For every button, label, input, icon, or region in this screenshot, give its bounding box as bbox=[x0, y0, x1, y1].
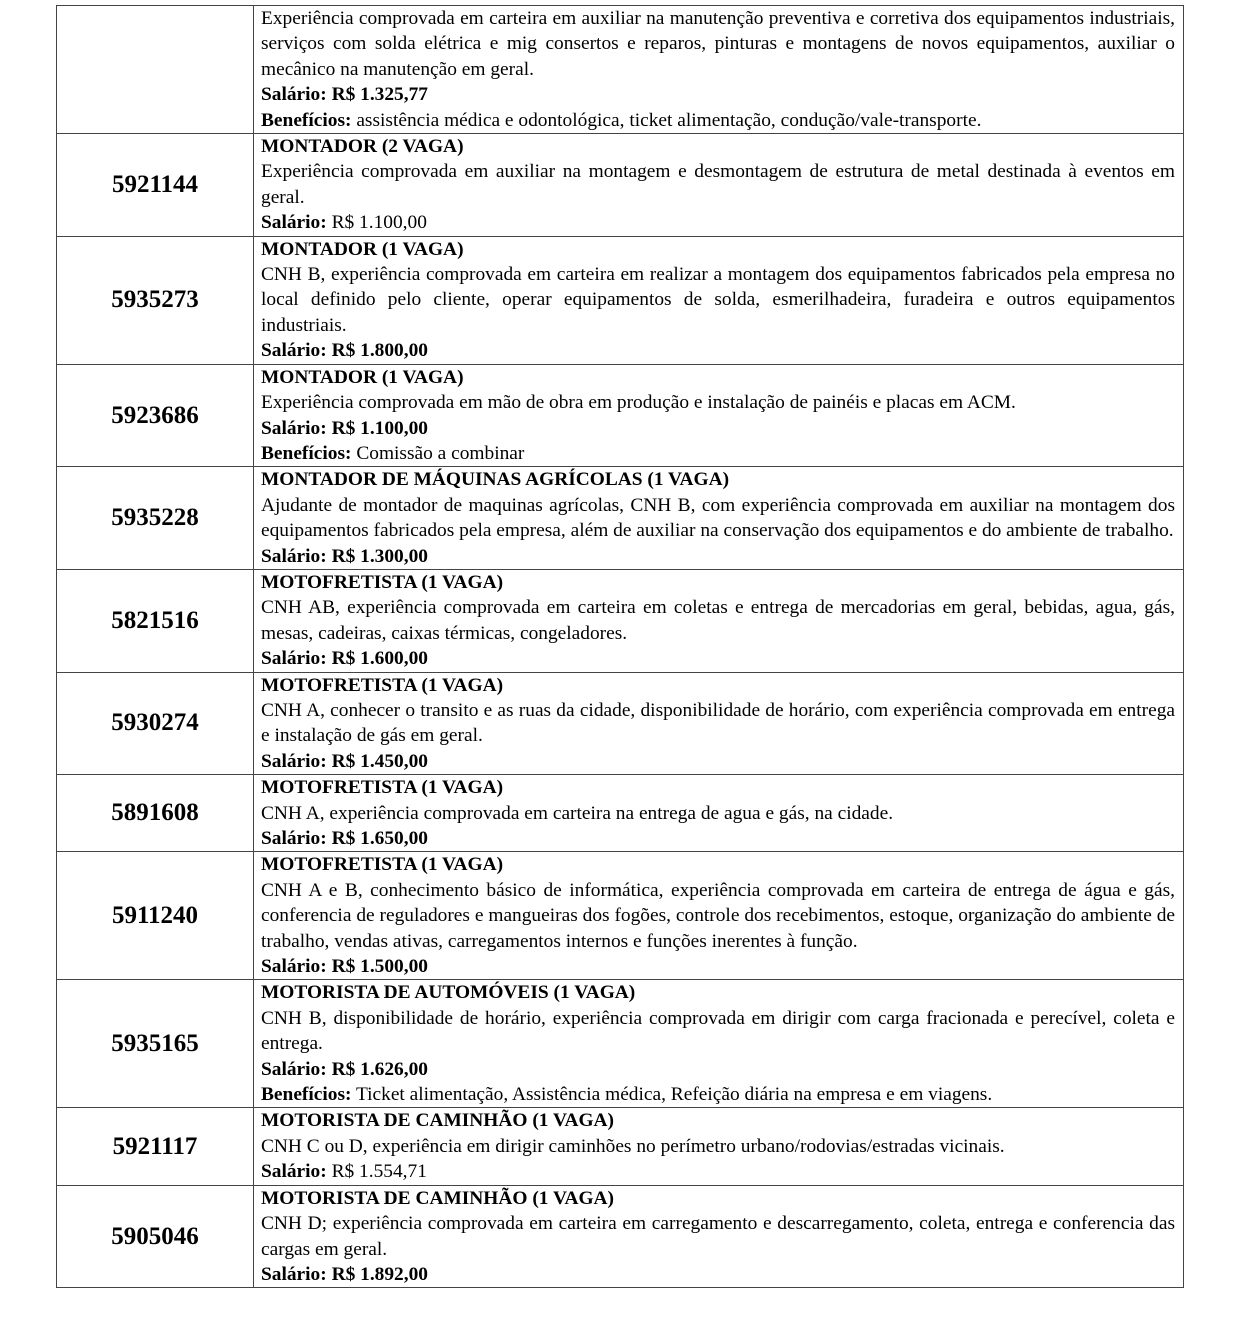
job-details bbox=[254, 6, 1184, 134]
job-title: MONTADOR (2 VAGA) bbox=[261, 136, 464, 158]
job-description: CNH A, experiência comprovada em carteira na entrega de agua e gás, na cidade. bbox=[261, 802, 894, 824]
salary-line bbox=[261, 416, 1175, 441]
salary-value: R$ 1.100,00 bbox=[331, 417, 428, 439]
job-details bbox=[254, 852, 1184, 980]
job-description: Experiência comprovada em carteira em auxiliar na manutenção preventiva e corretiva dos equipamentos industriais, serviços com solda elétrica e mig consertos e reparos, pinturas e montagens de novos equipamentos, auxiliar o mecânico na manutenção em geral. bbox=[261, 8, 1175, 80]
job-row bbox=[57, 569, 1184, 672]
benefits-line bbox=[261, 441, 1175, 466]
salary-value: R$ 1.800,00 bbox=[331, 340, 428, 362]
job-description: CNH C ou D, experiência em dirigir caminhões no perímetro urbano/rodovias/estradas vicinais. bbox=[261, 1135, 1005, 1157]
job-title: MOTORISTA DE AUTOMÓVEIS (1 VAGA) bbox=[261, 982, 636, 1004]
job-title: MOTOFRETISTA (1 VAGA) bbox=[261, 674, 504, 696]
job-description: CNH B, disponibilidade de horário, experiência comprovada em dirigir com carga fracionada e perecível, coleta e entrega. bbox=[261, 1007, 1175, 1055]
job-row bbox=[57, 6, 1184, 134]
job-code: 5905046 bbox=[57, 1185, 254, 1288]
job-description: CNH A e B, conhecimento básico de informática, experiência comprovada em carteira de entrega de água e gás, conferencia de reguladores e mangueiras dos fogões, controle dos recebimentos, estoque, organização do ambiente de trabalho, vendas ativas, carregamentos internos e funções inerentes à função. bbox=[261, 879, 1175, 952]
job-code: 5935228 bbox=[57, 467, 254, 570]
job-description: CNH AB, experiência comprovada em carteira em coletas e entrega de mercadorias em geral, bebidas, agua, gás, mesas, cadeiras, caixas térmicas, congeladores. bbox=[261, 597, 1175, 644]
job-description: CNH D; experiência comprovada em carteira em carregamento e descarregamento, coleta, entrega e conferencia das cargas em geral. bbox=[261, 1213, 1175, 1260]
job-code: 5911240 bbox=[57, 852, 254, 980]
benefits-label: Benefícios: bbox=[261, 109, 352, 131]
salary-label: Salário: bbox=[261, 750, 327, 772]
salary-line bbox=[261, 82, 1175, 107]
job-title: MOTOFRETISTA (1 VAGA) bbox=[261, 571, 504, 593]
job-title: MONTADOR DE MÁQUINAS AGRÍCOLAS (1 VAGA) bbox=[261, 469, 730, 491]
job-code: 5891608 bbox=[57, 775, 254, 852]
salary-value: R$ 1.325,77 bbox=[331, 84, 428, 106]
benefits-value: Ticket alimentação, Assistência médica, Refeição diária na empresa e em viagens. bbox=[355, 1084, 993, 1106]
benefits-value: assistência médica e odontológica, ticket alimentação, condução/vale-transporte. bbox=[356, 109, 982, 131]
salary-line bbox=[261, 1159, 1175, 1184]
job-code bbox=[57, 6, 254, 134]
salary-line bbox=[261, 338, 1175, 363]
job-listings-table bbox=[56, 5, 1184, 1288]
salary-label: Salário: bbox=[261, 417, 327, 439]
job-code: 5821516 bbox=[57, 569, 254, 672]
job-row bbox=[57, 775, 1184, 852]
benefits-value: Comissão a combinar bbox=[356, 442, 525, 464]
job-title: MOTOFRETISTA (1 VAGA) bbox=[261, 777, 504, 799]
salary-value: R$ 1.650,00 bbox=[331, 828, 428, 849]
salary-value: R$ 1.500,00 bbox=[331, 956, 428, 978]
salary-label: Salário: bbox=[261, 1263, 327, 1285]
salary-line bbox=[261, 1057, 1175, 1082]
salary-value: R$ 1.892,00 bbox=[331, 1263, 428, 1285]
job-row bbox=[57, 236, 1184, 364]
job-title: MOTORISTA DE CAMINHÃO (1 VAGA) bbox=[261, 1110, 615, 1132]
salary-value: R$ 1.100,00 bbox=[331, 212, 427, 234]
salary-line bbox=[261, 544, 1175, 569]
salary-label: Salário: bbox=[261, 340, 327, 362]
job-row bbox=[57, 467, 1184, 570]
salary-line bbox=[261, 749, 1175, 774]
job-title: MOTORISTA DE CAMINHÃO (1 VAGA) bbox=[261, 1187, 615, 1209]
job-description: CNH A, conhecer o transito e as ruas da cidade, disponibilidade de horário, com experiência comprovada em entrega e instalação de gás em geral. bbox=[261, 699, 1175, 747]
salary-label: Salário: bbox=[261, 212, 327, 234]
job-details bbox=[254, 467, 1184, 570]
job-row bbox=[57, 980, 1184, 1108]
job-description: CNH B, experiência comprovada em carteira em realizar a montagem dos equipamentos fabricados pela empresa no local definido pelo cliente, operar equipamentos de solda, esmerilhadeira, furadeira e outros equipamentos industriais. bbox=[261, 264, 1175, 336]
salary-value: R$ 1.300,00 bbox=[331, 545, 428, 567]
salary-label: Salário: bbox=[261, 828, 327, 849]
job-code: 5935273 bbox=[57, 236, 254, 364]
benefits-label: Benefícios: bbox=[261, 1084, 352, 1106]
job-row bbox=[57, 1108, 1184, 1185]
salary-label: Salário: bbox=[261, 1058, 327, 1080]
benefits-line bbox=[261, 108, 1175, 133]
job-title: MONTADOR (1 VAGA) bbox=[261, 366, 464, 388]
salary-label: Salário: bbox=[261, 84, 327, 106]
salary-line bbox=[261, 1262, 1175, 1287]
salary-label: Salário: bbox=[261, 1161, 327, 1183]
job-row bbox=[57, 364, 1184, 467]
job-details bbox=[254, 364, 1184, 467]
salary-value: R$ 1.626,00 bbox=[331, 1058, 428, 1080]
job-details bbox=[254, 672, 1184, 775]
job-details bbox=[254, 134, 1184, 237]
job-title: MOTOFRETISTA (1 VAGA) bbox=[261, 854, 504, 876]
salary-value: R$ 1.554,71 bbox=[331, 1161, 427, 1183]
job-description: Experiência comprovada em auxiliar na montagem e desmontagem de estrutura de metal destinada à eventos em geral. bbox=[261, 161, 1175, 208]
job-details bbox=[254, 236, 1184, 364]
job-description: Ajudante de montador de maquinas agrícolas, CNH B, com experiência comprovada em auxiliar na montagem dos equipamentos fabricados pela empresa, além de auxiliar na conservação dos equipamentos e do ambiente de trabalho. bbox=[261, 494, 1175, 542]
job-code: 5923686 bbox=[57, 364, 254, 467]
salary-label: Salário: bbox=[261, 956, 327, 978]
job-code: 5921144 bbox=[57, 134, 254, 237]
job-description: Experiência comprovada em mão de obra em produção e instalação de painéis e placas em ACM. bbox=[261, 392, 1016, 414]
salary-value: R$ 1.600,00 bbox=[331, 648, 428, 670]
salary-line bbox=[261, 826, 1175, 851]
job-details bbox=[254, 980, 1184, 1108]
job-title: MONTADOR (1 VAGA) bbox=[261, 238, 464, 260]
job-details bbox=[254, 1185, 1184, 1288]
job-row bbox=[57, 672, 1184, 775]
salary-line bbox=[261, 210, 1175, 235]
job-row bbox=[57, 134, 1184, 237]
job-details bbox=[254, 569, 1184, 672]
job-listings-body bbox=[57, 6, 1184, 1288]
job-code: 5921117 bbox=[57, 1108, 254, 1185]
benefits-line bbox=[261, 1082, 1175, 1107]
job-details bbox=[254, 1108, 1184, 1185]
job-code: 5930274 bbox=[57, 672, 254, 775]
salary-value: R$ 1.450,00 bbox=[331, 750, 428, 772]
salary-line bbox=[261, 954, 1175, 979]
benefits-label: Benefícios: bbox=[261, 442, 352, 464]
salary-label: Salário: bbox=[261, 648, 327, 670]
job-code: 5935165 bbox=[57, 980, 254, 1108]
salary-label: Salário: bbox=[261, 545, 327, 567]
job-details bbox=[254, 775, 1184, 852]
salary-line bbox=[261, 646, 1175, 671]
job-row bbox=[57, 1185, 1184, 1288]
job-row bbox=[57, 852, 1184, 980]
